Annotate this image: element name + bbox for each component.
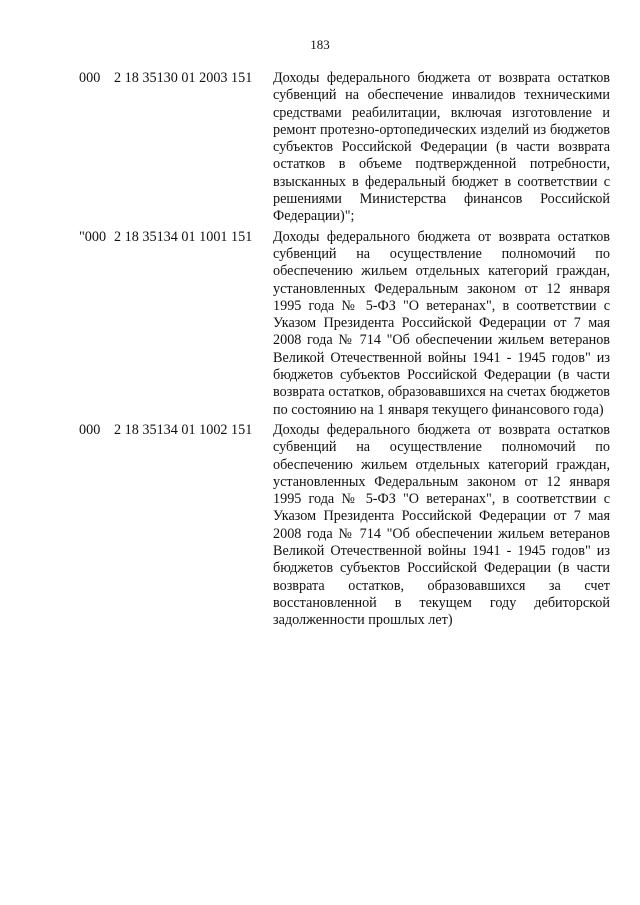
page-number: 183 xyxy=(310,37,330,52)
administrator-code: "000 xyxy=(79,228,107,245)
budget-classification-code: 2 18 35130 01 2003 151 xyxy=(114,70,253,86)
revenue-description: Доходы федерального бюджета от возврата остатков субвенций на осуществление полномочий по обеспечению жильем отдельных категорий граждан, установленных Федеральным законом от 12 января 1995 года № 5-ФЗ "О ветеранах", в соответствии с Указом Президента Российской Федерации от 7 мая 2008 года № 714 "Об обеспечении жильем ветеранов Великой Отечественной войны 1941 - 1945 годов" из бюджетов субъектов Российской Федерации (в части возврата остатков, образовавшихся за счет восстановленной в текущем году дебиторской задолженности прошлых лет) xyxy=(273,421,610,629)
revenue-description: Доходы федерального бюджета от возврата остатков субвенций на обеспечение инвалидов техническими средствами реабилитации, включая изготовление и ремонт протезно-ортопедических изделий из бюджетов субъектов Российской Федерации (в части возврата остатков в объеме подтвержденной потребности, взысканных в федеральный бюджет в соответствии с решениями Министерства финансов Российской Федерации)"; xyxy=(273,70,610,225)
table-row xyxy=(0,70,640,226)
revenue-code-table xyxy=(0,70,640,633)
table-row xyxy=(0,422,640,630)
budget-classification-code: 2 18 35134 01 1002 151 xyxy=(114,421,253,438)
budget-classification-code: 2 18 35134 01 1001 151 xyxy=(114,228,253,245)
table-row xyxy=(0,229,640,419)
administrator-code: 000 xyxy=(79,70,101,86)
revenue-description: Доходы федерального бюджета от возврата остатков субвенций на осуществление полномочий по обеспечению жильем отдельных категорий граждан, установленных Федеральным законом от 12 января 1995 года № 5-ФЗ "О ветеранах", в соответствии с Указом Президента Российской Федерации от 7 мая 2008 года № 714 "Об обеспечении жильем ветеранов Великой Отечественной войны 1941 - 1945 годов" из бюджетов субъектов Российской Федерации (в части возврата остатков, образовавшихся на счетах бюджетов по состоянию на 1 января текущего финансового года) xyxy=(273,228,610,418)
administrator-code: 000 xyxy=(79,421,101,438)
